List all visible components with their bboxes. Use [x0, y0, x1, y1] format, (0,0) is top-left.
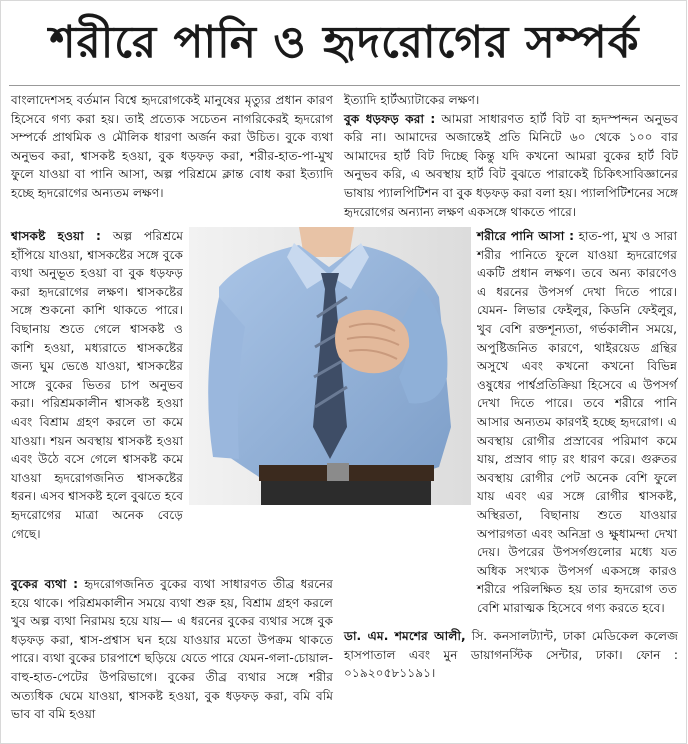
- article-photo: [189, 227, 471, 505]
- water-heading: শরীরে পানি আসা :: [477, 229, 575, 243]
- breath-heading: শ্বাসকষ্ট হওয়া :: [11, 229, 101, 243]
- headline-divider: [9, 85, 680, 86]
- water-body: হাত-পা, মুখ ও সারা শরীর পানিতে ফুলে যাওয়া হৃদরোগের একটি প্রধান লক্ষণ। তবে অন্য কারণেও এ ধরনের উপসর্গ দেখা দিতে পারে। যেমন- লিভার ফেইলুর, কিডনি ফেইলুর, খুব বেশি রক্তশূন্যতা, গর্ভকালীন সময়ে, অপুষ্টিজনিত কারণে, থাইরয়েড গ্রন্থির অসুখে এবং কখনো কখনো বিভিন্ন ওষুধের পার্শ্বপ্রতিক্রিয়া হিসেবে এ উপসর্গ দেখা দিতে পারে। তবে শরীরে পানি আসার অন্যতম কারণই হচ্ছে হৃদরোগ। এ অবস্থায় রোগীর প্রস্রাবের পরিমাণ কমে যায়, প্রস্রাব গাঢ় রং ধারণ করে। গুরুতর অবস্থায় রোগীর পেট অনেক বেশি ফুলে যায় এবং এর সঙ্গে রোগীর শ্বাসকষ্ট, অস্থিরতা, বিছানায় শুতে যাওয়ার অপারগতা এবং অনিদ্রা ও ক্ষুধামন্দা দেখা দেয়। উপরের উপসর্গগুলোর মধ্যে যত অধিক সংখ্যক উপসর্গ একসঙ্গে কারও শরীরে পরিলক্ষিত হয় তার হৃদরোগ তত বেশি মারাত্মক হিসেবে গণ্য করতে হবে।: [477, 229, 677, 615]
- intro-paragraph: [11, 91, 333, 227]
- intro-text: বাংলাদেশসহ বর্তমান বিশ্বে হৃদরোগকেই মানুষের মৃত্যুর প্রধান কারণ হিসেবে গণ্য করা হয়। তাই প্রত্যেক সচেতন নাগরিকেরই হৃদরোগ সম্পর্কে প্রাথমিক ও মৌলিক ধারণা অর্জন করা উচিত। বুকে ব্যথা অনুভব করা, শ্বাসকষ্ট হওয়া, বুক ধড়ফড় করা, শরীর-হাত-পা-মুখ ফুলে যাওয়া বা পানি আসা, অল্প পরিশ্রমে ক্লান্ত বোধ করা ইত্যাদি হচ্ছে হৃদরোগের অন্যতম লক্ষণ।: [11, 93, 333, 200]
- water-section: [477, 227, 677, 615]
- palpitation-heading: বুক ধড়ফড় করা :: [344, 111, 436, 126]
- author-section: [344, 627, 678, 741]
- chest-pain-body: হৃদরোগজনিত বুকের ব্যথা সাধারণত তীব্র ধরনের হয়ে থাকে। পরিশ্রমকালীন সময়ে ব্যথা শুরু হয়, বিশ্রাম গ্রহণ করলে খুব অল্প ব্যথা নিরাময় হয়ে যায়— এ ধরনের বুকের ব্যথার সঙ্গে বুক ধড়ফড় করা, শ্বাস-প্রশ্বাস ঘন হয়ে যাওয়ার মতো উপক্রম থাকতে পারে। ব্যথা বুকের চারপাশে ছড়িয়ে যেতে পারে যেমন-গলা-চোয়াল-বাহু-হাত-পেটের উপরিভাগে। বুকের তীব্র ব্যথার সঙ্গে শরীর অত্যধিক ঘেমে যাওয়া, শ্বাসকষ্ট হওয়া, বুক ধড়ফড় করা, বমি বমি ভাব বা বমি হওয়া: [11, 577, 333, 722]
- author-name: ডা. এম. শমশের আলী,: [344, 629, 466, 643]
- palpitation-body: আমরা সাধারণত হার্ট বিট বা হৃদস্পন্দন অনুভব করি না। আমাদের অজান্তেই প্রতি মিনিটে ৬০ থেকে ১০০ বার আমাদের হার্ট বিট দিচ্ছে কিন্তু যদি কখনো আমরা বুকের হার্ট বিট অনুভব করি, এ অবস্থায় হার্ট বিট বুঝতে পারাকেই চিকিৎসাবিজ্ঞানের ভাষায় প্যালপিটিশন বা বুক ধড়ফড় করা বলা হয়। প্যালপিটিশনের সঙ্গে হৃদরোগের অন্যান্য লক্ষণ একসঙ্গে থাকতে পারে।: [344, 111, 679, 219]
- man-holding-chest-illustration: [189, 227, 471, 505]
- chest-pain-continued: ইত্যাদি হার্টঅ্যাটাকের লক্ষণ।: [344, 93, 480, 107]
- breath-section: [11, 227, 184, 541]
- chest-pain-heading: বুকের ব্যথা :: [11, 577, 78, 591]
- palpitation-section: [344, 91, 678, 227]
- chest-pain-section: [11, 575, 333, 741]
- headline: শরীরে পানি ও হৃদরোগের সম্পর্ক: [49, 17, 640, 68]
- breath-body: অল্প পরিশ্রমে হাঁপিয়ে যাওয়া, শ্বাসকষ্টের সঙ্গে বুকে ব্যথা অনুভূত হওয়া বা বুক ধড়ফড় করা হৃদরোগের লক্ষণ। শ্বাসকষ্টের সঙ্গে শুকনো কাশি থাকতে পারে। বিছানায় শুতে গেলে শ্বাসকষ্ট ও কাশি হওয়া, মধ্যরাতে শ্বাসকষ্টের জন্য ঘুম ভেঙে যাওয়া, শ্বাসকষ্টের সাঙ্গে বুকের ভিতর চাপ অনুভব করা। পরিশ্রমকালীন শ্বাসকষ্ট হওয়া এবং বিশ্রাম গ্রহণ করলে তা কমে যাওয়া। শয়ন অবস্থায় শ্বাসকষ্ট হওয়া এবং উঠে বসে গেলে শ্বাসকষ্ট কমে যাওয়া হৃদরোগজনিত শ্বাসকষ্টের ধরন। এসব শ্বাসকষ্ট হলে বুঝতে হবে হৃদরোগের মাত্রা অনেক বেড়ে গেছে।: [11, 229, 184, 541]
- author-details: সি. কনসালট্যান্ট, ঢাকা মেডিকেল কলেজ হাসপাতাল এবং মুন ডায়াগনস্টিক সেন্টার, ঢাকা। ফোন : ০১৯২০৫৮১১৯১।: [344, 629, 678, 681]
